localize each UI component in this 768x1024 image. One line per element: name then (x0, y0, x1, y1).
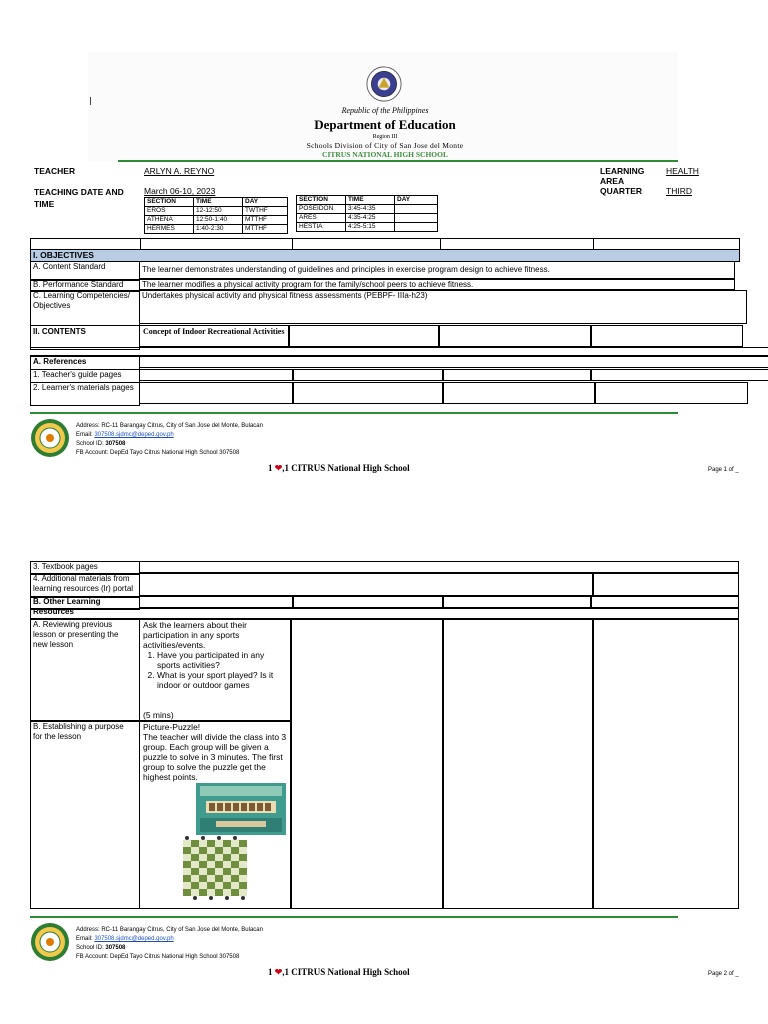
table-row (297, 205, 438, 214)
learners-materials-label: 2. Learner's materials pages (30, 382, 140, 406)
contents-empty-cell (591, 325, 743, 347)
contents-empty-cell (439, 325, 591, 347)
table-row (145, 216, 288, 225)
footer-school-id: 307508 (105, 945, 126, 951)
content-standard-label: A. Content Standard (30, 261, 140, 281)
table-cell: MTTHF (243, 216, 288, 225)
tagline-text: ,1 CITRUS National High School (282, 967, 410, 977)
page-mark (90, 97, 91, 105)
references-label: A. References (30, 356, 140, 370)
footer-school-id-row (76, 944, 125, 953)
reviewing-content (139, 619, 291, 721)
heart-icon: ❤ (274, 463, 283, 473)
footer-tagline (268, 967, 410, 978)
other-resources-label: B. Other Learning Resources (30, 596, 140, 610)
quarter-value: THIRD (666, 186, 692, 196)
school-seal-logo (30, 418, 70, 458)
objectives-grid (30, 238, 768, 408)
teachers-guide-label: 1. Teacher's guide pages (30, 369, 140, 383)
footer-fb: FB Account: DepEd Tayo Citrus National High School 307508 (76, 954, 240, 960)
table-cell (395, 223, 438, 232)
page-number: Page 2 of _ (708, 971, 739, 977)
table-row (297, 196, 438, 205)
table-cell: EROS (145, 207, 194, 216)
additional-materials-label: 4. Additional materials from learning resources (lr) portal (30, 573, 140, 598)
footer-rule (30, 916, 678, 918)
table-cell: 1:40-2:30 (194, 225, 243, 234)
footer-email-row (76, 935, 174, 944)
purpose-label: B. Establishing a purpose for the lesson (30, 721, 140, 909)
page2-grid (30, 561, 740, 911)
footer-school-id: 307508 (105, 441, 126, 447)
table-row (145, 207, 288, 216)
contents-empty-cell (289, 325, 439, 347)
header-cell: TIME (194, 198, 243, 207)
list-item: 2. What is your sport played? Is it indoor or outdoor games (157, 670, 287, 690)
footer-email-link[interactable]: 307508.sjdmc@deped.gov.ph (94, 936, 174, 942)
date-value: March 06-10, 2023 (144, 186, 216, 196)
purpose-title: Picture-Puzzle! (143, 722, 201, 732)
reviewing-questions (143, 650, 287, 690)
table-cell: POSEIDON (297, 205, 346, 214)
footer-school-id-row (76, 440, 125, 449)
table-cell (395, 205, 438, 214)
header-cell: DAY (243, 198, 288, 207)
department-title: Department of Education (314, 117, 456, 132)
table-cell (395, 214, 438, 223)
footer-email-label: Email: (76, 432, 93, 438)
content-standard-text: The learner demonstrates understanding of guidelines and principles in exercise program design to achieve fitness. (139, 261, 735, 279)
footer-fb: FB Account: DepEd Tayo Citrus National High School 307508 (76, 450, 240, 456)
footer-email-row (76, 431, 174, 440)
table-cell: 12:50-1:40 (194, 216, 243, 225)
tagline-number: 1 (268, 967, 273, 977)
schedule-table-left (144, 197, 288, 234)
chess-puzzle-image (182, 836, 248, 900)
footer-school-id-label: School ID: (76, 441, 104, 447)
footer-tagline (268, 463, 410, 474)
scrabble-puzzle-image (196, 783, 286, 835)
table-row (145, 225, 288, 234)
competencies-text: Undertakes physical activity and physical fitness assessments (PEBPF- IIIa-h23) (139, 290, 747, 324)
table-cell: HESTIA (297, 223, 346, 232)
table-cell: ARES (297, 214, 346, 223)
header-rule (118, 160, 678, 162)
header-cell: SECTION (297, 196, 346, 205)
performance-standard-text: The learner modifies a physical activity program for the family/school peers to achieve fitness. (139, 279, 735, 290)
teacher-label: TEACHER (34, 166, 76, 176)
page-number: Page 1 of _ (708, 467, 739, 473)
table-cell: 3:45-4:35 (346, 205, 395, 214)
header-cell: SECTION (145, 198, 194, 207)
reviewing-label: A. Reviewing previous lesson or presenting the new lesson (30, 619, 140, 721)
table-row (145, 198, 288, 207)
quarter-label: QUARTER (600, 186, 643, 196)
table-cell: MTTHF (243, 225, 288, 234)
table-cell: ATHENA (145, 216, 194, 225)
heart-icon: ❤ (274, 967, 283, 977)
learning-area-value: HEALTH (666, 166, 699, 176)
learning-area-label: LEARNING AREA (600, 166, 645, 186)
table-cell: HERMES (145, 225, 194, 234)
purpose-text: The teacher will divide the class into 3 group. Each group will be given a puzzle to solve in 3 minutes. The first group to solve the puzzle get the highest points. (143, 732, 287, 782)
header-cell: TIME (346, 196, 395, 205)
reviewing-intro: Ask the learners about their participation in any sports activities/events. (143, 620, 247, 650)
table-cell: TWTHF (243, 207, 288, 216)
table-cell: 4:35-4:25 (346, 214, 395, 223)
footer-address: Address: RC-11 Barangay Citrus, City of San Jose del Monte, Bulacan (76, 423, 263, 429)
schedule-table-right (296, 195, 438, 232)
footer-email-link[interactable]: 307508.sjdmc@deped.gov.ph (94, 432, 174, 438)
textbook-label: 3. Textbook pages (30, 561, 140, 575)
performance-standard-label: B. Performance Standard (30, 279, 140, 292)
objectives-title: I. OBJECTIVES (33, 250, 94, 260)
table-cell: 12-12:50 (194, 207, 243, 216)
deped-seal-logo (366, 66, 402, 102)
tagline-text: ,1 CITRUS National High School (282, 463, 410, 473)
division-text: Schools Division of City of San Jose del Monte (306, 141, 464, 150)
contents-label: II. CONTENTS (30, 325, 140, 350)
school-seal-logo (30, 922, 70, 962)
republic-text: Republic of the Philippines (341, 106, 429, 115)
footer-school-id-label: School ID: (76, 945, 104, 951)
school-name: CITRUS NATIONAL HIGH SCHOOL (322, 150, 448, 159)
contents-text: Concept of Indoor Recreational Activities (139, 325, 289, 347)
footer-email-label: Email: (76, 936, 93, 942)
region-text: Region III (372, 134, 398, 140)
teacher-value: ARLYN A. REYNO (144, 166, 215, 176)
header-cell: DAY (395, 196, 438, 205)
table-cell: 4:25-5:15 (346, 223, 395, 232)
list-item: 1. Have you participated in any sports activities? (157, 650, 287, 670)
footer-address: Address: RC-11 Barangay Citrus, City of San Jose del Monte, Bulacan (76, 927, 263, 933)
competencies-label: C. Learning Competencies/ Objectives (30, 290, 140, 326)
table-row (297, 223, 438, 232)
date-label: TEACHING DATE AND TIME (34, 187, 124, 209)
reviewing-time: (5 mins) (143, 710, 174, 720)
footer-rule (30, 412, 678, 414)
tagline-number: 1 (268, 463, 273, 473)
table-row (297, 214, 438, 223)
